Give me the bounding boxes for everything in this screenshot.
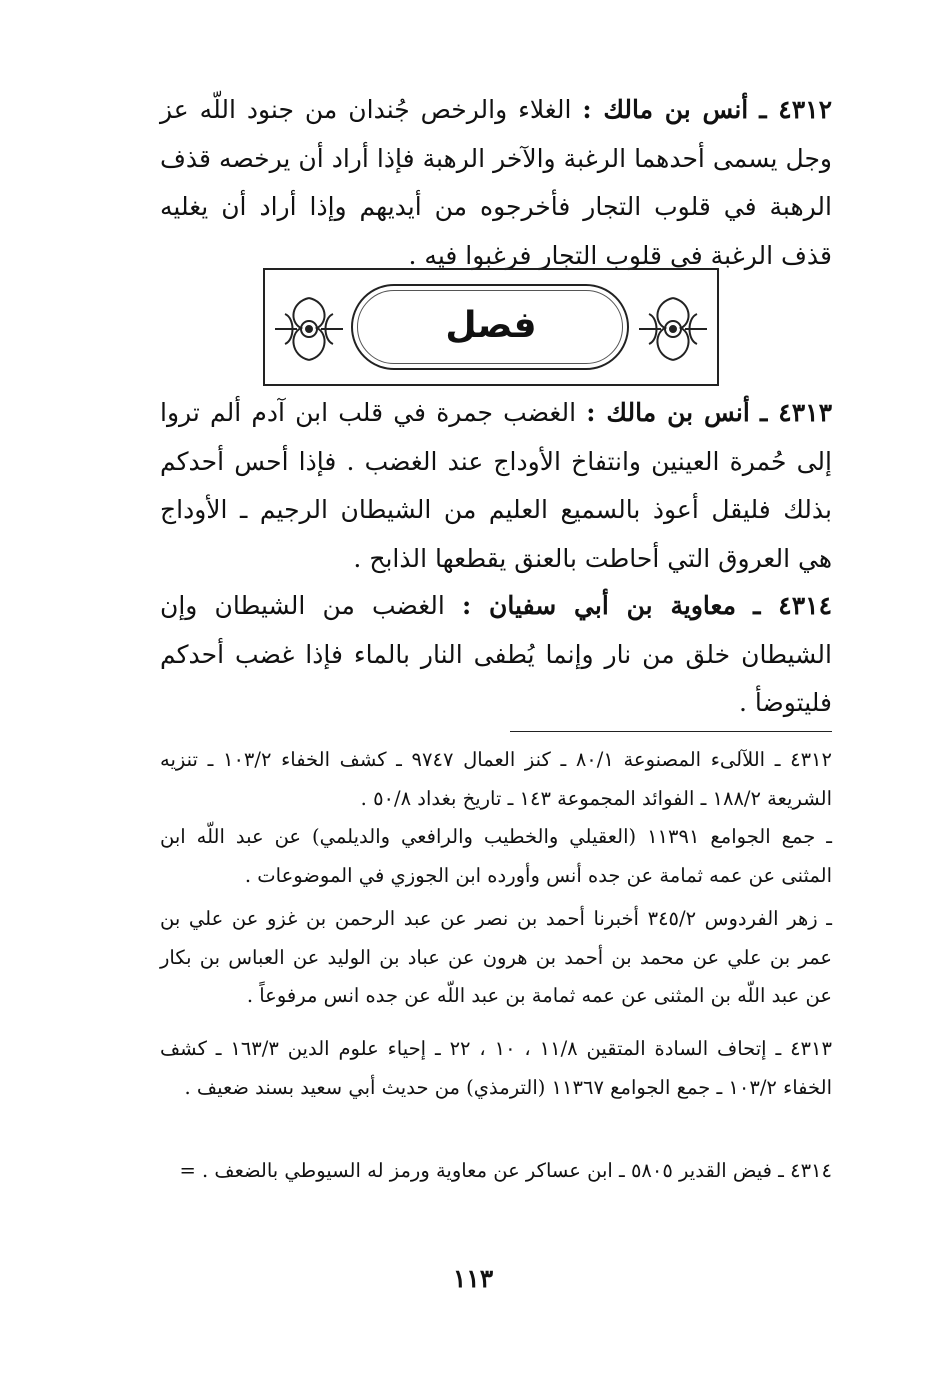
footnote-4312-sources: ٤٣١٢ ـ اللآلىء المصنوعة ٨٠/١ ـ كنز العمال ٩٧٤٧ ـ كشف الخفاء ١٠٣/٢ ـ تنزيه الشريعة ١٨٨/٢ ـ الفوائد المجموعة ١٤٣ ـ تاريخ بغداد ٥٠/٨ . [160,748,832,810]
arabesque-ornament-icon [271,292,347,366]
footnote-4314: ٤٣١٤ ـ فيض القدير ٥٨٠٥ ـ ابن عساكر عن معاوية ورمز له السيوطي بالضعف . = [179,1159,832,1182]
footnote-4313: ٤٣١٣ ـ إتحاف السادة المتقين ١١/٨ ، ١٠ ، ٢٢ ـ إحياء علوم الدين ١٦٣/٣ ـ كشف الخفاء ١٠٣/٢ ـ جمع الجوامع ١١٣٦٧ (الترمذي) من حديث أبي سعيد بسند ضعيف . [160,1037,832,1099]
entry-number: ٤٣١٣ ـ [760,398,832,427]
entry-4312 [160,86,832,280]
entry-4314 [160,582,832,728]
entry-narrator: أنس بن مالك : [582,95,749,124]
entry-number: ٤٣١٤ ـ [753,591,832,620]
entry-narrator: معاوية بن أبي سفيان : [461,591,736,620]
section-heading: فصل [445,305,537,346]
entry-text: الغضب جمرة في قلب ابن آدم ألم تروا إلى حُمرة العينين وانتفاخ الأوداج عند الغضب . فإذا أحس أحدكم بذلك فليقل أعوذ بالسميع العليم من الشيطان الرجيم ـ الأوداج هي العروق التي أحاطت بالعنق يقطعها الذابح . [160,398,832,573]
footnote-4312-zahr: ـ زهر الفردوس ٣٤٥/٢ أخبرنا أحمد بن نصر عن عبد الرحمن بن غزو عن علي بن عمر بن علي عن محمد بن أحمد بن هرون عن عباد بن الوليد عن العباس بن بكار عن عبد اللّه بن المثنى عن عمه ثمامة بن عبد اللّه عن جده انس مرفوعاً . [160,907,832,1007]
entry-text: الغلاء والرخص جُندان من جنود اللّه عز وجل يسمى أحدهما الرغبة والآخر الرهبة فإذا أراد أن يرخصه قذف الرهبة في قلوب التجار فأخرجوه من أيديهم وإذا أراد أن يغليه قذف الرغبة في قلوب التجار فرغبوا فيه . [160,95,832,270]
section-banner [263,268,719,386]
footnote-4312-jam: ـ جمع الجوامع ١١٣٩١ (العقيلي والخطيب والرافعي والديلمي) عن عبد اللّه ابن المثنى عن عمه ثمامة عن جده أنس وأورده ابن الجوزي في الموضوعات . [160,825,832,887]
page-number: ١١٣ [452,1264,494,1293]
entry-text: الغضب من الشيطان وإن الشيطان خلق من نار وإنما يُطفى النار بالماء فإذا غضب أحدكم فليتوضأ . [160,591,832,717]
entry-number: ٤٣١٢ ـ [759,95,832,124]
entry-4313 [160,389,832,583]
entry-narrator: أنس بن مالك : [586,398,750,427]
footnote-divider [510,731,832,732]
